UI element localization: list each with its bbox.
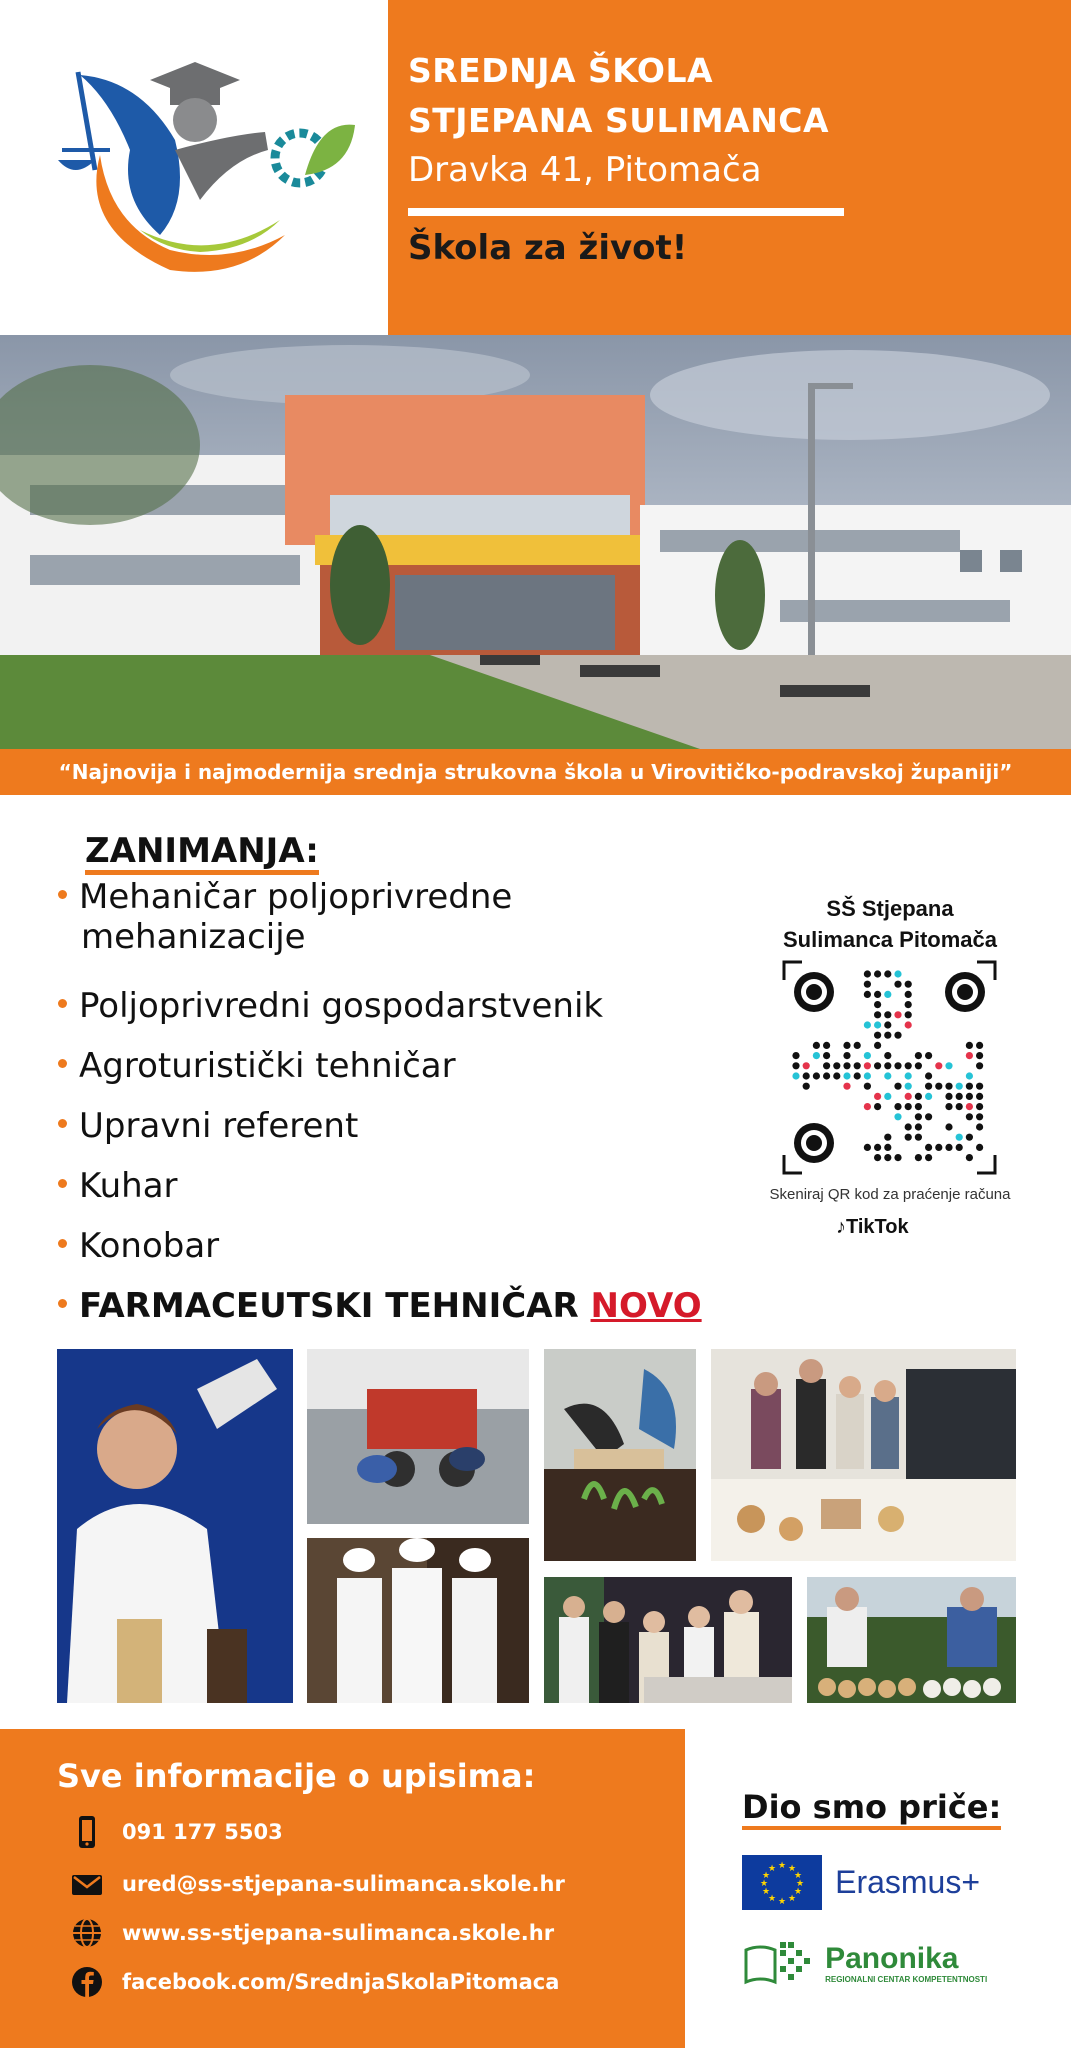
- qr-module: [966, 1072, 973, 1079]
- qr-module: [833, 1072, 840, 1079]
- qr-module: [894, 981, 901, 988]
- occupation-label: Upravni referent: [79, 1106, 359, 1146]
- occupation-label: FARMACEUTSKI TEHNIČAR: [79, 1286, 579, 1326]
- qr-module: [843, 1062, 850, 1069]
- qr-module: [905, 981, 912, 988]
- qr-module: [833, 1062, 840, 1069]
- qr-module: [894, 1083, 901, 1090]
- bullet-dot: [58, 999, 67, 1008]
- facebook-row[interactable]: [70, 1965, 559, 1999]
- panonika-subtitle: REGIONALNI CENTAR KOMPETENTNOSTI: [825, 1974, 988, 1984]
- qr-module: [884, 1134, 891, 1141]
- qr-module: [874, 1093, 881, 1100]
- qr-module: [854, 1062, 861, 1069]
- facebook-url: facebook.com/SrednjaSkolaPitomaca: [122, 1970, 560, 1994]
- qr-module: [894, 1062, 901, 1069]
- qr-module: [854, 1072, 861, 1079]
- qr-module: [905, 1083, 912, 1090]
- occupation-item: [58, 877, 512, 957]
- qr-module: [945, 1083, 952, 1090]
- svg-text:★: ★: [777, 1861, 787, 1871]
- header-banner: [388, 0, 1071, 335]
- qr-module: [925, 1154, 932, 1161]
- qr-title: [740, 893, 1040, 955]
- bullet-dot: [58, 1179, 67, 1188]
- svg-text:★: ★: [759, 1879, 769, 1889]
- qr-module: [976, 1144, 983, 1151]
- qr-module: [956, 1093, 963, 1100]
- svg-text:★: ★: [767, 1894, 777, 1904]
- photo-mechanics-students: [307, 1349, 529, 1524]
- qr-module: [874, 1062, 881, 1069]
- tiktok-label: [836, 1216, 909, 1239]
- qr-module: [843, 1072, 850, 1079]
- svg-text:★: ★: [787, 1864, 797, 1874]
- school-address: Dravka 41, Pitomača: [408, 150, 762, 190]
- qr-module: [823, 1052, 830, 1059]
- qr-module: [874, 1001, 881, 1008]
- occupation-label: Kuhar: [79, 1166, 178, 1206]
- qr-module: [843, 1083, 850, 1090]
- qr-module: [792, 1052, 799, 1059]
- tiktok-icon: ♪: [836, 1216, 846, 1238]
- qr-module: [874, 1154, 881, 1161]
- qr-module: [874, 1042, 881, 1049]
- qr-module: [915, 1113, 922, 1120]
- qr-module: [956, 1103, 963, 1110]
- qr-module: [894, 970, 901, 977]
- qr-module: [894, 1032, 901, 1039]
- enrollment-info-panel: [0, 1729, 685, 2048]
- qr-module: [976, 1062, 983, 1069]
- qr-module: [905, 1021, 912, 1028]
- qr-module: [864, 970, 871, 977]
- panonika-book-icon: [742, 1938, 816, 1988]
- qr-module: [945, 1103, 952, 1110]
- qr-module: [874, 1103, 881, 1110]
- qr-module: [884, 1032, 891, 1039]
- qr-module: [884, 1062, 891, 1069]
- qr-module: [915, 1134, 922, 1141]
- qr-module: [915, 1052, 922, 1059]
- phone-row[interactable]: [70, 1815, 283, 1849]
- photo-administration-students: [544, 1577, 792, 1703]
- new-badge: NOVO: [590, 1286, 702, 1326]
- qr-module: [925, 1052, 932, 1059]
- occupation-item: [58, 1106, 358, 1146]
- qr-module: [915, 1123, 922, 1130]
- school-logo: [0, 0, 388, 335]
- occupation-item: [58, 1046, 456, 1086]
- qr-module: [884, 1011, 891, 1018]
- qr-module: [966, 1083, 973, 1090]
- facebook-icon: [70, 1965, 104, 1999]
- qr-module: [945, 1144, 952, 1151]
- email-icon: [70, 1867, 104, 1901]
- qr-module: [966, 1113, 973, 1120]
- qr-module: [864, 1072, 871, 1079]
- svg-text:★: ★: [777, 1897, 787, 1907]
- qr-module: [823, 1072, 830, 1079]
- qr-module: [966, 1052, 973, 1059]
- erasmus-text: Erasmus+: [835, 1864, 981, 1900]
- qr-module: [956, 1134, 963, 1141]
- qr-module: [905, 991, 912, 998]
- qr-module: [792, 1062, 799, 1069]
- qr-caption: Skeniraj QR kod za praćenje računa: [769, 1186, 1011, 1203]
- qr-module: [976, 1093, 983, 1100]
- qr-module: [976, 1123, 983, 1130]
- occupation-label: Mehaničar poljoprivredne: [79, 877, 513, 917]
- qr-module: [864, 1083, 871, 1090]
- school-name-line2: STJEPANA SULIMANCA: [408, 101, 830, 140]
- globe-icon: [70, 1916, 104, 1950]
- qr-module: [905, 1001, 912, 1008]
- photo-waiter-student: [57, 1349, 293, 1703]
- bullet-dot: [58, 1119, 67, 1128]
- qr-module: [874, 1144, 881, 1151]
- qr-module: [864, 1052, 871, 1059]
- photo-planting-seedlings: [544, 1349, 696, 1561]
- phone-number: 091 177 5503: [122, 1820, 283, 1844]
- qr-module: [905, 1123, 912, 1130]
- qr-module: [884, 1154, 891, 1161]
- qr-module: [864, 991, 871, 998]
- qr-module: [966, 1093, 973, 1100]
- qr-module: [956, 1083, 963, 1090]
- qr-module: [976, 1103, 983, 1110]
- occupation-label: Poljoprivredni gospodarstvenik: [79, 986, 604, 1026]
- qr-module: [966, 1154, 973, 1161]
- qr-module: [905, 1072, 912, 1079]
- qr-module: [813, 1052, 820, 1059]
- qr-module: [976, 1083, 983, 1090]
- qr-module: [864, 1144, 871, 1151]
- qr-module: [884, 1072, 891, 1079]
- qr-module: [894, 1113, 901, 1120]
- phone-icon: [70, 1815, 104, 1849]
- qr-module: [905, 1093, 912, 1100]
- svg-text:★: ★: [767, 1864, 777, 1874]
- qr-module: [884, 1144, 891, 1151]
- qr-module: [874, 991, 881, 998]
- qr-module: [803, 1062, 810, 1069]
- qr-module: [925, 1083, 932, 1090]
- school-name-line1: SREDNJA ŠKOLA: [408, 51, 714, 90]
- school-motto: Škola za život!: [408, 228, 688, 268]
- qr-module: [935, 1144, 942, 1151]
- panonika-text: Panonika: [825, 1941, 959, 1975]
- qr-module: [813, 1042, 820, 1049]
- occupation-item: [58, 1226, 219, 1266]
- qr-module: [874, 1032, 881, 1039]
- qr-module: [864, 1103, 871, 1110]
- qr-module: [803, 1072, 810, 1079]
- qr-module: [874, 1011, 881, 1018]
- website-url: www.ss-stjepana-sulimanca.skole.hr: [122, 1921, 555, 1945]
- qr-module: [925, 1072, 932, 1079]
- svg-text:★: ★: [787, 1894, 797, 1904]
- occupation-label: Agroturistički tehničar: [79, 1046, 456, 1086]
- qr-module: [884, 970, 891, 977]
- qr-module: [874, 1021, 881, 1028]
- qr-module: [894, 1154, 901, 1161]
- qr-module: [935, 1083, 942, 1090]
- erasmus-logo: [742, 1855, 980, 1910]
- qr-module: [925, 1093, 932, 1100]
- bullet-dot: [58, 1059, 67, 1068]
- svg-text:★: ★: [793, 1887, 803, 1897]
- tiktok-text: TikTok: [846, 1216, 909, 1238]
- qr-module: [854, 1042, 861, 1049]
- bullet-dot: [58, 890, 67, 899]
- qr-module: [956, 1144, 963, 1151]
- occupation-item-new: [58, 1286, 702, 1326]
- qr-module: [976, 1113, 983, 1120]
- qr-module: [976, 1042, 983, 1049]
- qr-title-line1: SŠ Stjepana: [826, 896, 954, 921]
- photo-chef-students: [307, 1538, 529, 1703]
- qr-module: [925, 1113, 932, 1120]
- qr-module: [925, 1144, 932, 1151]
- qr-module: [864, 1021, 871, 1028]
- photo-onion-harvest: [807, 1577, 1016, 1703]
- qr-module: [864, 1062, 871, 1069]
- qr-module: [945, 1093, 952, 1100]
- qr-module: [905, 1011, 912, 1018]
- qr-module: [803, 1083, 810, 1090]
- tiktok-qr-code[interactable]: [782, 960, 997, 1175]
- qr-module: [915, 1154, 922, 1161]
- qr-module: [823, 1062, 830, 1069]
- photo-students-tasting: [711, 1349, 1016, 1561]
- qr-module: [884, 1093, 891, 1100]
- occupation-label-cont: mehanizacije: [81, 917, 306, 957]
- qr-title-line2: Sulimanca Pitomača: [783, 927, 997, 952]
- qr-module: [976, 1052, 983, 1059]
- bullet-dot: [58, 1239, 67, 1248]
- website-row[interactable]: [70, 1916, 554, 1950]
- header-divider: [408, 208, 844, 216]
- qr-module: [915, 1062, 922, 1069]
- panonika-logo: [742, 1938, 1012, 1988]
- occupations-title: ZANIMANJA:: [85, 832, 319, 875]
- occupation-item: [58, 1166, 178, 1206]
- svg-text:★: ★: [761, 1887, 771, 1897]
- qr-module: [894, 1103, 901, 1110]
- qr-module: [843, 1042, 850, 1049]
- enrollment-title: Sve informacije o upisima:: [57, 1757, 536, 1795]
- qr-module: [884, 991, 891, 998]
- qr-module: [905, 1062, 912, 1069]
- svg-text:★: ★: [761, 1871, 771, 1881]
- qr-module: [966, 1103, 973, 1110]
- school-building-photo: [0, 335, 1071, 749]
- qr-module: [864, 981, 871, 988]
- qr-module: [915, 1093, 922, 1100]
- qr-module: [894, 1011, 901, 1018]
- school-quote: “Najnovija i najmodernija srednja strukovna škola u Virovitičko-podravskoj županiji”: [0, 749, 1071, 795]
- qr-module: [945, 1123, 952, 1130]
- qr-module: [935, 1062, 942, 1069]
- qr-module: [792, 1072, 799, 1079]
- svg-text:★: ★: [793, 1871, 803, 1881]
- svg-text:★: ★: [795, 1879, 805, 1889]
- qr-module: [915, 1103, 922, 1110]
- bullet-dot: [58, 1299, 67, 1308]
- qr-module: [966, 1042, 973, 1049]
- qr-module: [884, 1021, 891, 1028]
- partners-title: Dio smo priče:: [742, 1788, 1001, 1830]
- email-address: ured@ss-stjepana-sulimanca.skole.hr: [122, 1872, 565, 1896]
- qr-module: [843, 1052, 850, 1059]
- qr-module: [905, 1134, 912, 1141]
- qr-module: [813, 1072, 820, 1079]
- qr-module: [966, 1134, 973, 1141]
- qr-module: [874, 970, 881, 977]
- occupation-item: [58, 986, 603, 1026]
- qr-module: [823, 1042, 830, 1049]
- school-logo-area: [0, 0, 388, 335]
- qr-module: [945, 1062, 952, 1069]
- qr-module: [884, 1052, 891, 1059]
- email-row[interactable]: [70, 1867, 565, 1901]
- occupation-label: Konobar: [79, 1226, 220, 1266]
- qr-module: [905, 1103, 912, 1110]
- eu-flag-icon: [742, 1855, 822, 1910]
